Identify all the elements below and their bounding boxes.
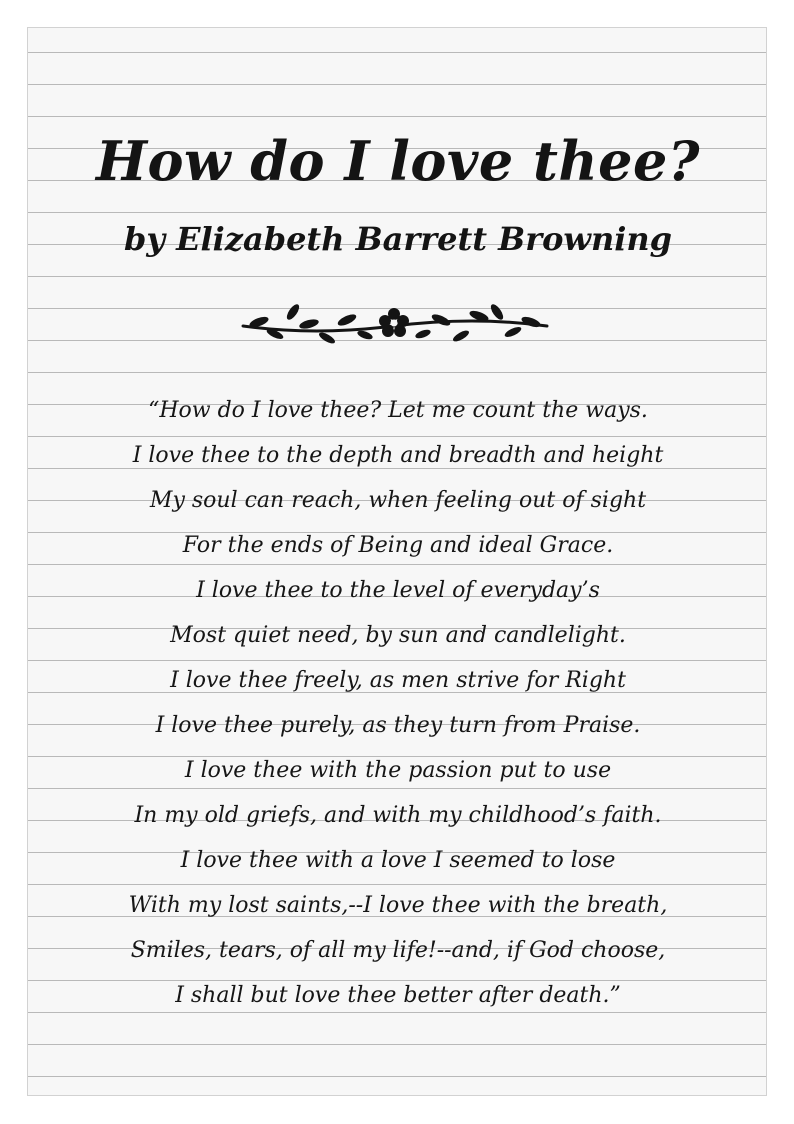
poem-line: I love thee to the depth and breadth and height <box>132 443 664 468</box>
lined-paper-sheet <box>27 27 767 1096</box>
floral-vine-divider-icon <box>235 300 553 348</box>
poem-line: With my lost saints,--I love thee with the breath, <box>128 893 668 918</box>
poem-line: I shall but love thee better after death.” <box>175 983 621 1008</box>
poem-line: I love thee freely, as men strive for Right <box>170 668 626 693</box>
poem-title: How do I love thee? <box>95 129 701 193</box>
poem-line: I love thee to the level of everyday’s <box>196 578 600 603</box>
poem-author: by Elizabeth Barrett Browning <box>123 220 673 258</box>
poem-line: I love thee with a love I seemed to lose <box>180 848 616 873</box>
poem-line: Most quiet need, by sun and candlelight. <box>170 623 626 648</box>
poem-line: I love thee purely, as they turn from Praise. <box>155 713 641 738</box>
poem-line: I love thee with the passion put to use <box>184 758 612 783</box>
poem-line: For the ends of Being and ideal Grace. <box>182 533 614 558</box>
poem-line: “How do I love thee? Let me count the ways. <box>148 398 648 423</box>
poem-line: My soul can reach, when feeling out of sight <box>149 488 647 513</box>
poem-line: In my old griefs, and with my childhood’s faith. <box>134 803 662 828</box>
poem-body <box>28 388 768 1018</box>
poem-line: Smiles, tears, of all my life!--and, if God choose, <box>130 938 666 963</box>
